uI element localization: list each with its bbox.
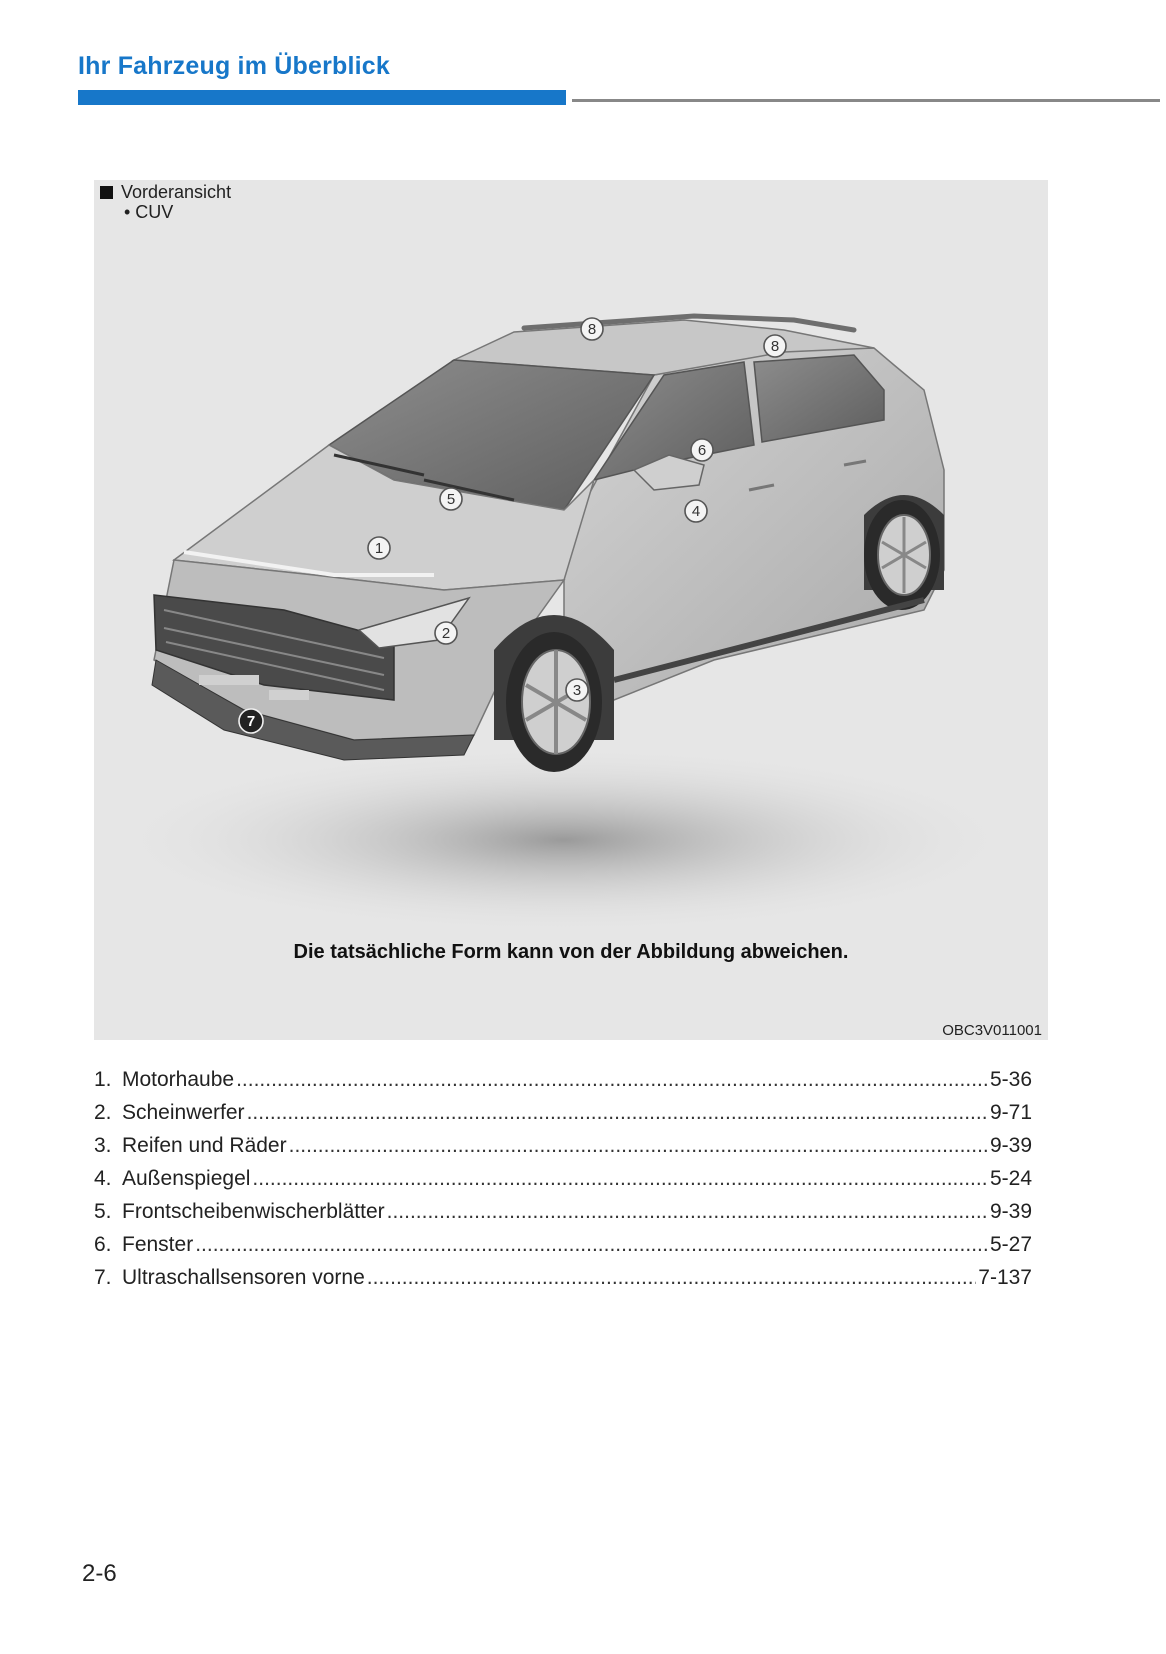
svg-text:7: 7: [246, 713, 256, 730]
item-number: 1.: [94, 1068, 112, 1091]
list-item: [94, 1101, 1032, 1134]
dot-leader: [236, 1068, 988, 1092]
item-number: 2.: [94, 1101, 112, 1124]
view-title: Vorderansicht: [121, 182, 232, 202]
dot-leader: [247, 1101, 988, 1125]
list-item: [94, 1068, 1032, 1101]
parts-list: [94, 1068, 1032, 1299]
item-label: Motorhaube: [122, 1068, 235, 1091]
item-label: Außenspiegel: [122, 1167, 251, 1190]
item-number: 6.: [94, 1233, 112, 1256]
item-page: 5-36: [989, 1068, 1032, 1091]
item-label: Scheinwerfer: [122, 1101, 245, 1124]
dot-leader: [195, 1233, 988, 1257]
list-item: [94, 1233, 1032, 1266]
svg-text:8: 8: [770, 338, 780, 355]
header-rule-gray: [572, 99, 1160, 102]
item-number: 5.: [94, 1200, 112, 1223]
page-number: 2-6: [82, 1560, 117, 1587]
item-page: 5-27: [989, 1233, 1032, 1256]
item-label: Fenster: [122, 1233, 194, 1256]
callout-7: [239, 709, 263, 733]
variant-label: • CUV: [124, 202, 174, 222]
car-illustration: [94, 180, 1048, 940]
figure-caption: Die tatsächliche Form kann von der Abbildung abweichen.: [293, 941, 849, 963]
callout-3: [566, 679, 588, 701]
list-item: [94, 1200, 1032, 1233]
dot-leader: [387, 1200, 988, 1224]
svg-text:8: 8: [587, 321, 597, 338]
svg-text:2: 2: [441, 625, 451, 642]
square-bullet-icon: [100, 186, 113, 199]
callout-8b: [764, 335, 786, 357]
figure-code: OBC3V011001: [942, 1022, 1042, 1039]
item-page: 9-39: [989, 1134, 1032, 1157]
item-label: Reifen und Räder: [122, 1134, 287, 1157]
vehicle-figure: [94, 180, 1048, 1040]
dot-leader: [367, 1266, 976, 1290]
list-item: [94, 1167, 1032, 1200]
svg-text:6: 6: [697, 442, 707, 459]
ground-shadow: [104, 745, 1024, 935]
dot-leader: [289, 1134, 988, 1158]
item-number: 3.: [94, 1134, 112, 1157]
svg-text:5: 5: [446, 491, 456, 508]
callout-6: [691, 439, 713, 461]
callout-8a: [581, 318, 603, 340]
list-item: [94, 1266, 1032, 1299]
dot-leader: [252, 1167, 988, 1191]
callout-4: [685, 500, 707, 522]
item-number: 7.: [94, 1266, 112, 1289]
list-item: [94, 1134, 1032, 1167]
item-page: 7-137: [978, 1266, 1032, 1289]
callout-2: [435, 622, 457, 644]
item-number: 4.: [94, 1167, 112, 1190]
section-title: Ihr Fahrzeug im Überblick: [78, 52, 391, 80]
figure-label: [100, 182, 231, 222]
svg-text:3: 3: [572, 682, 582, 699]
svg-text:4: 4: [691, 503, 701, 520]
item-page: 9-71: [989, 1101, 1032, 1124]
item-page: 9-39: [989, 1200, 1032, 1223]
svg-text:1: 1: [374, 540, 384, 557]
callout-5: [440, 488, 462, 510]
header-rule-blue: [78, 90, 566, 105]
callout-1: [368, 537, 390, 559]
item-label: Ultraschallsensoren vorne: [122, 1266, 365, 1289]
item-page: 5-24: [989, 1167, 1032, 1190]
item-label: Frontscheibenwischerblätter: [122, 1200, 385, 1223]
